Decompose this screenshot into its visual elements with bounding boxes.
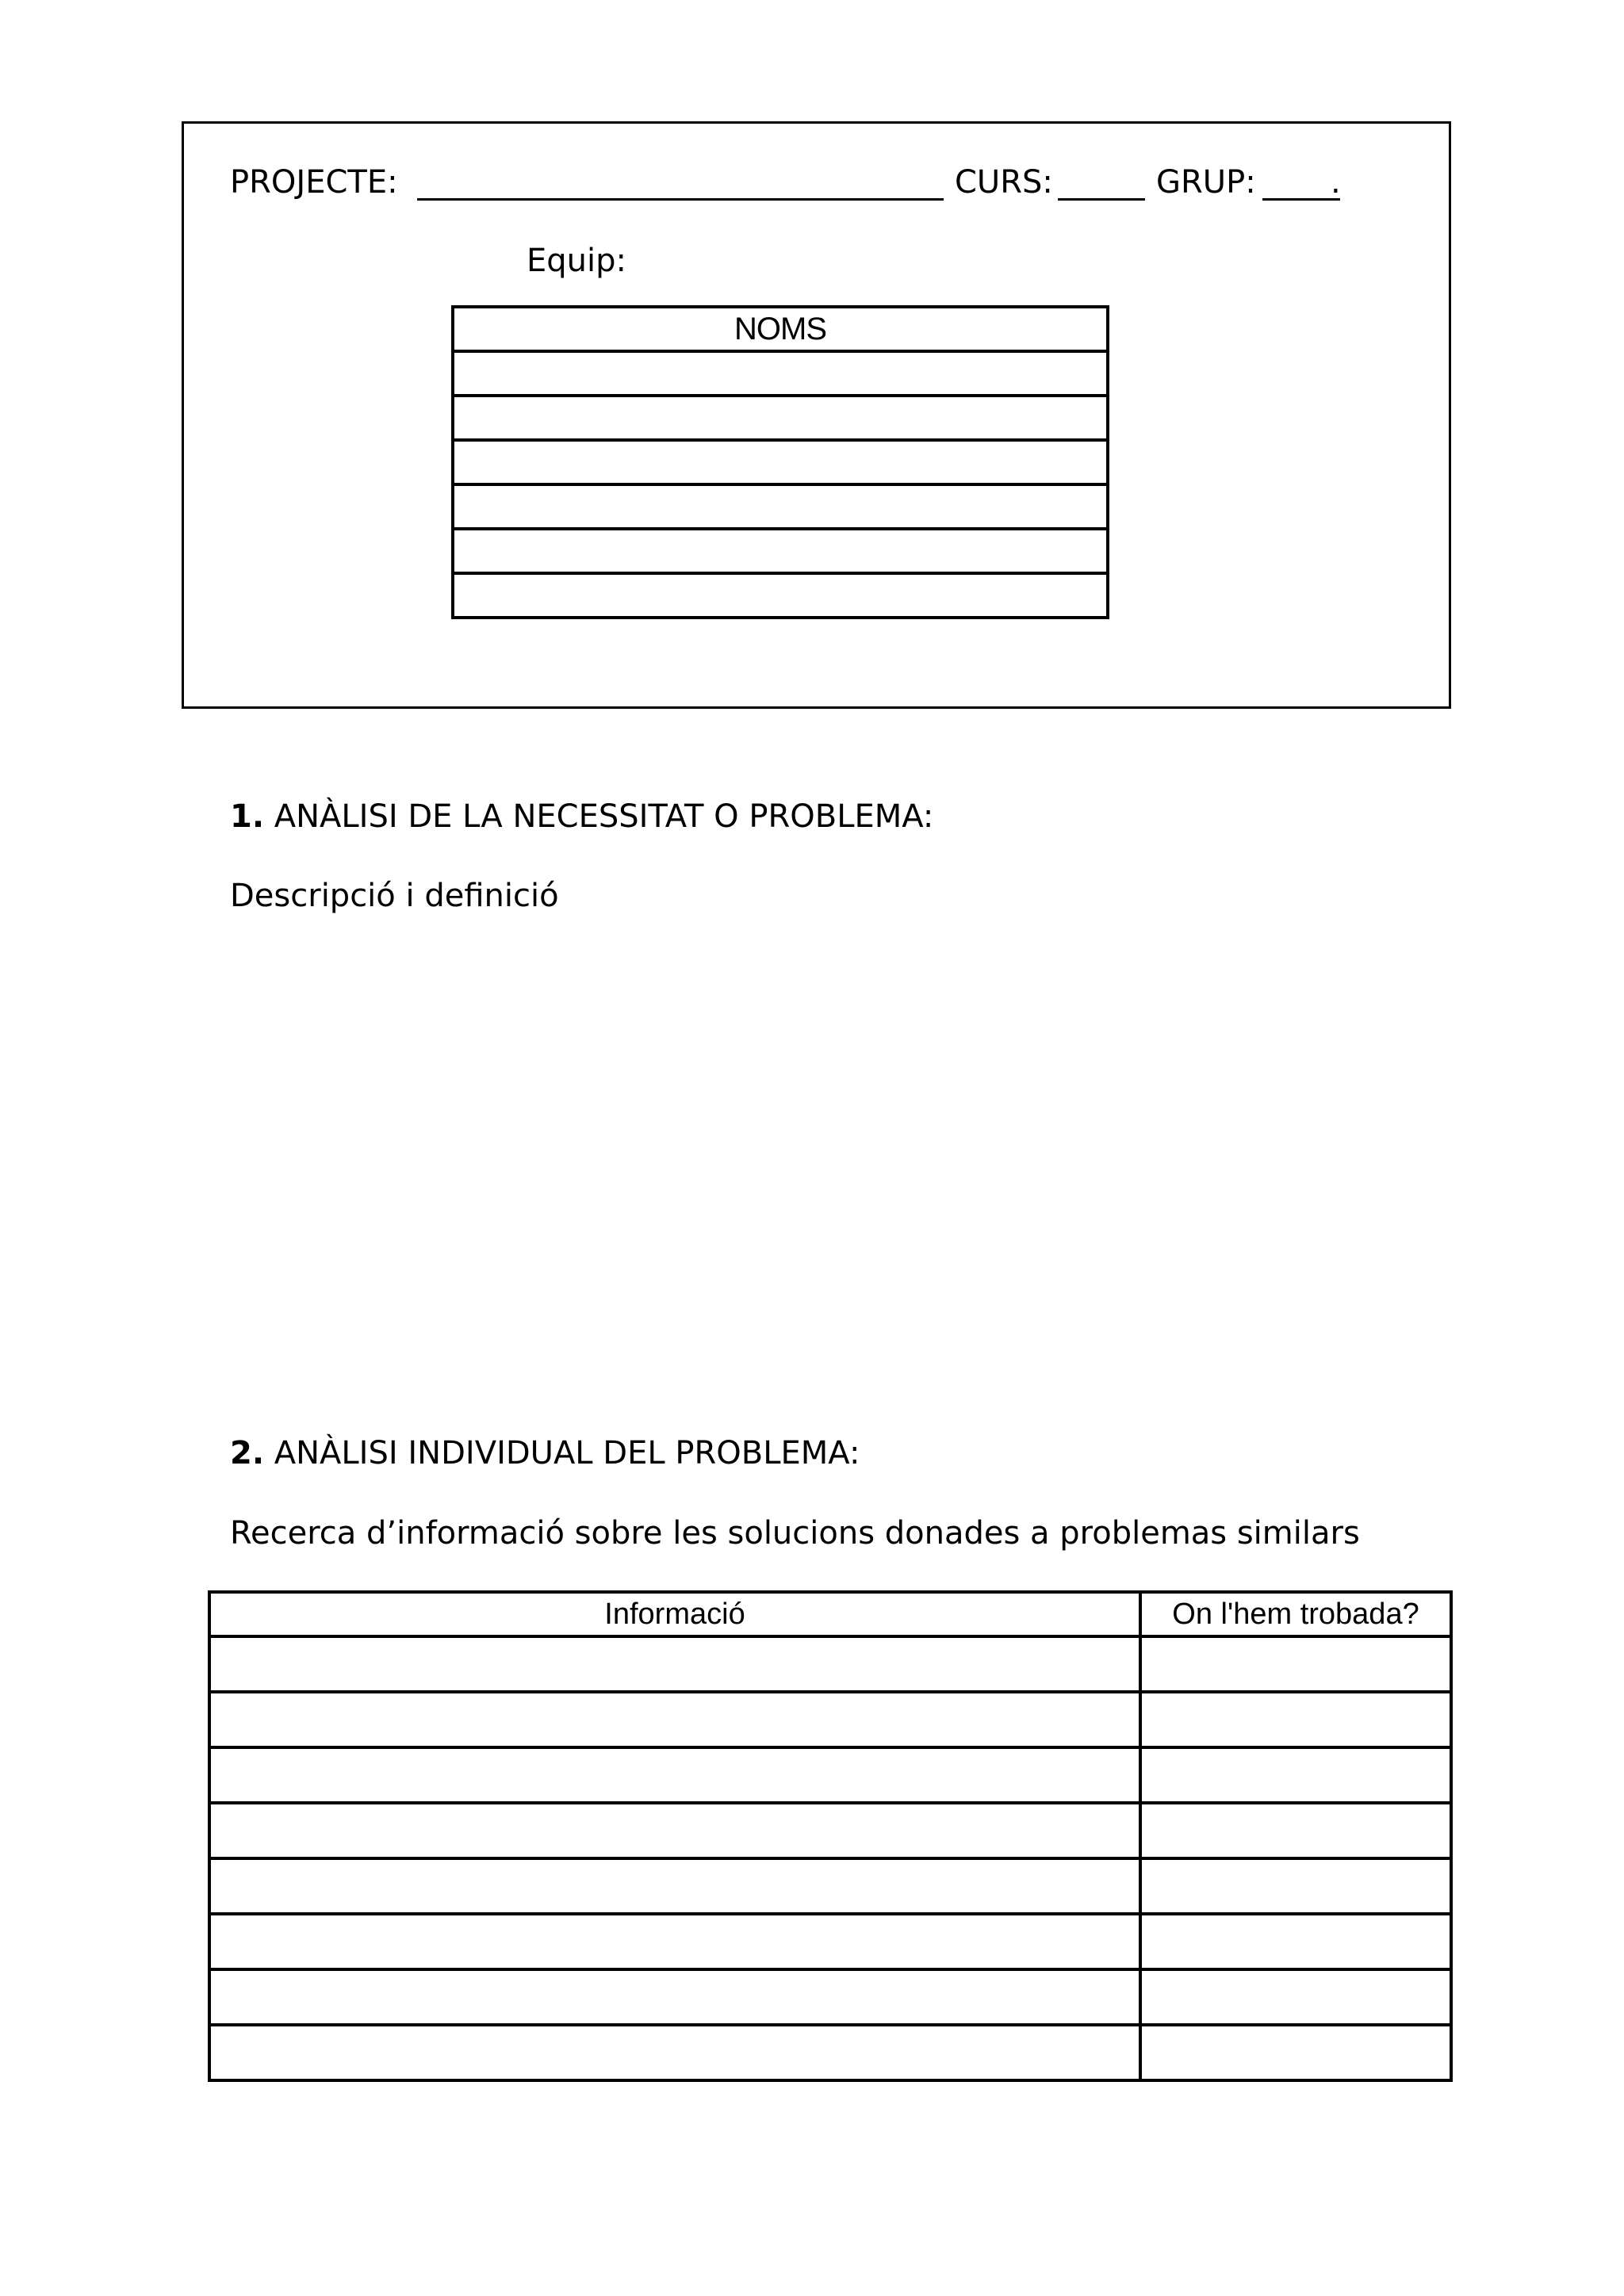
source-cell[interactable] [1140,2025,1451,2080]
source-cell[interactable] [1140,1636,1451,1692]
source-cell[interactable] [1140,1747,1451,1803]
information-cell[interactable] [209,2025,1140,2080]
information-cell[interactable] [209,1969,1140,2025]
section1-heading [230,798,933,836]
section1-subtitle: Descripció i definició [230,878,559,914]
source-cell[interactable] [1140,1803,1451,1858]
table-row [209,1636,1451,1692]
project-field[interactable] [417,198,944,201]
source-cell[interactable] [1140,1858,1451,1914]
grup-period: . [1331,164,1341,201]
information-cell[interactable] [209,1692,1140,1747]
section2-subtitle: Recerca d’informació sobre les solucions donades a problemas similars [230,1515,1360,1552]
grup-label: GRUP: [1156,164,1256,201]
name-row[interactable] [453,396,1108,440]
column-header-source: On l'hem trobada? [1140,1592,1451,1636]
section2-number: 2. [230,1435,265,1471]
source-cell[interactable] [1140,1692,1451,1747]
name-row[interactable] [453,351,1108,396]
team-label: Equip: [527,243,626,279]
section1-number: 1. [230,798,265,835]
table-row [209,1858,1451,1914]
information-cell[interactable] [209,1803,1140,1858]
information-cell[interactable] [209,1747,1140,1803]
section2-title: ANÀLISI INDIVIDUAL DEL PROBLEMA: [274,1435,860,1471]
information-cell[interactable] [209,1914,1140,1969]
name-row[interactable] [453,573,1108,618]
table-row [209,1969,1451,2025]
information-table [208,1590,1453,2082]
information-cell[interactable] [209,1636,1140,1692]
grup-field[interactable] [1262,198,1340,201]
table-row [209,1692,1451,1747]
source-cell[interactable] [1140,1914,1451,1969]
table-row [209,1914,1451,1969]
curs-field[interactable] [1058,198,1145,201]
names-table-header: NOMS [453,307,1108,351]
table-row [209,1747,1451,1803]
source-cell[interactable] [1140,1969,1451,2025]
name-row[interactable] [453,529,1108,573]
names-table [451,305,1109,619]
section2-heading [230,1434,860,1472]
table-row [209,1803,1451,1858]
section1-title: ANÀLISI DE LA NECESSITAT O PROBLEMA: [274,798,934,835]
information-cell[interactable] [209,1858,1140,1914]
name-row[interactable] [453,484,1108,529]
name-row[interactable] [453,440,1108,484]
project-label: PROJECTE: [230,164,398,201]
table-row [209,2025,1451,2080]
column-header-information: Informació [209,1592,1140,1636]
curs-label: CURS: [955,164,1053,201]
